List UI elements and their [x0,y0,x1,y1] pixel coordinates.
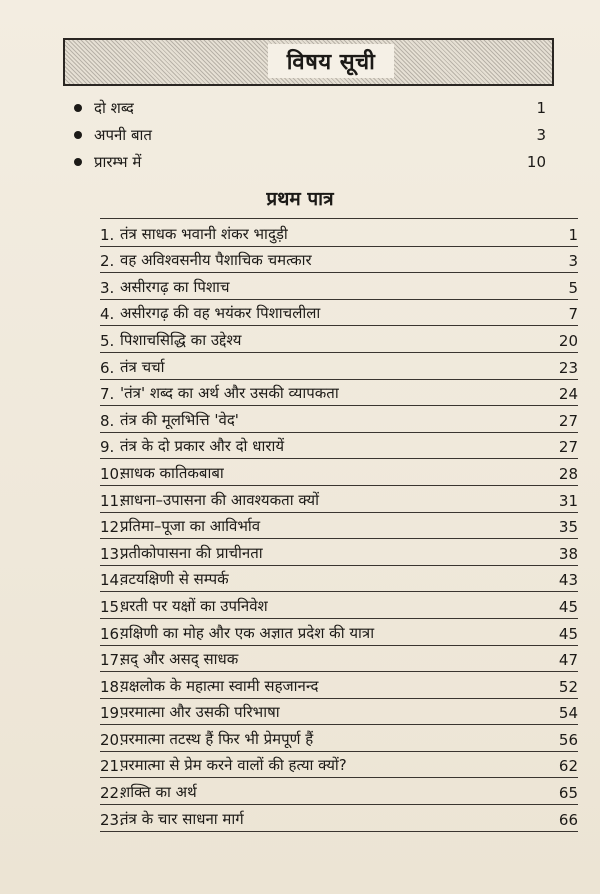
intro-item-label: अपनी बात [94,125,152,144]
title-box [63,38,554,86]
toc-page-number: 27 [558,411,578,430]
toc-number: 7. [100,385,115,404]
toc-entry-label: तंत्र के चार साधना मार्ग [120,809,244,828]
intro-item-label: दो शब्द [94,98,134,117]
toc-entry-label: सद् और असद् साधक [120,650,239,669]
toc-number: 15. [100,597,124,616]
toc-row [100,619,578,646]
toc-number: 4. [100,305,115,324]
toc-number: 12. [100,518,124,537]
toc-page-number: 66 [558,810,578,829]
toc-row [100,326,578,353]
section-title: प्रथम पात्र [266,188,334,210]
toc-entry-label: वह अविश्वसनीय पैशाचिक चमत्कार [120,251,312,270]
toc-page-number: 47 [558,651,578,670]
bullet-icon [74,131,82,139]
toc-row [100,486,578,513]
toc-entry-label: यक्षिणी का मोह और एक अज्ञात प्रदेश की यात्रा [120,623,375,642]
toc-row [100,300,578,327]
toc-entry-label: धरती पर यक्षों का उपनिवेश [120,596,268,615]
toc-entry-label: प्रतीकोपासना की प्राचीनता [120,543,263,562]
toc-number: 9. [100,438,115,457]
toc-number: 16. [100,624,124,643]
toc-row [100,752,578,779]
toc-entry-label: प्रतिमा–पूजा का आविर्भाव [120,517,261,536]
intro-item [74,123,564,146]
toc-row [100,699,578,726]
toc-page-number: 65 [558,784,578,803]
toc-row [100,592,578,619]
toc-row [100,805,578,832]
toc-row [100,433,578,460]
toc-row [100,406,578,433]
toc-entry-label: साधक कातिकबाबा [120,463,224,482]
toc-page-number: 3 [568,252,578,271]
toc-row [100,646,578,673]
toc-entry-label: तंत्र चर्चा [120,357,165,376]
toc-entry-label: साधना–उपासना की आवश्यकता क्यों [120,490,319,509]
bullet-icon [74,104,82,112]
toc-number: 17. [100,651,124,670]
toc-entry-label: तंत्र साधक भवानी शंकर भादुड़ी [120,224,288,243]
toc-row [100,672,578,699]
toc-page-number: 1 [568,225,578,244]
toc-page-number: 43 [558,571,578,590]
toc-page-number: 38 [558,544,578,563]
toc-page-number: 56 [558,730,578,749]
toc-number: 19. [100,704,124,723]
toc-row [100,778,578,805]
toc-top-rule [100,218,578,219]
toc-page-number: 45 [558,597,578,616]
toc-list [100,220,578,832]
toc-number: 3. [100,278,115,297]
toc-row [100,220,578,247]
toc-entry-label: शक्ति का अर्थ [120,783,197,802]
toc-page-number: 52 [558,677,578,696]
intro-item-page: 10 [526,152,546,171]
toc-number: 13. [100,544,124,563]
page-title: विषय सूची [268,44,394,78]
toc-number: 14. [100,571,124,590]
bullet-icon [74,158,82,166]
toc-page-number: 35 [558,518,578,537]
toc-row [100,380,578,407]
toc-entry-label: असीरगढ़ का पिशाच [120,277,230,296]
toc-row [100,273,578,300]
toc-number: 21. [100,757,124,776]
toc-number: 10. [100,464,124,483]
toc-number: 5. [100,331,115,350]
toc-row [100,566,578,593]
toc-page-number: 20 [558,331,578,350]
toc-number: 2. [100,252,115,271]
toc-page-number: 24 [558,385,578,404]
intro-item-page: 3 [536,125,546,144]
toc-entry-label: असीरगढ़ की वह भयंकर पिशाचलीला [120,304,321,323]
toc-row [100,513,578,540]
toc-entry-label: परमात्मा और उसकी परिभाषा [120,703,280,722]
intro-item [74,96,564,119]
toc-page-number: 7 [568,305,578,324]
toc-page-number: 62 [558,757,578,776]
toc-entry-label: तंत्र की मूलभित्ति 'वेद' [120,410,239,429]
toc-entry-label: यक्षलोक के महात्मा स्वामी सहजानन्द [120,676,319,695]
toc-row [100,459,578,486]
toc-row [100,725,578,752]
toc-entry-label: पिशाचसिद्धि का उद्देश्य [120,330,242,349]
toc-row [100,353,578,380]
toc-entry-label: 'तंत्र' शब्द का अर्थ और उसकी व्यापकता [120,384,339,403]
toc-page-number: 54 [558,704,578,723]
toc-page-number: 45 [558,624,578,643]
toc-page-number: 31 [558,491,578,510]
toc-number: 18. [100,677,124,696]
toc-entry-label: तंत्र के दो प्रकार और दो धारायें [120,437,285,456]
toc-page-number: 27 [558,438,578,457]
toc-entry-label: परमात्मा तटस्थ हैं फिर भी प्रेमपूर्ण हैं [120,729,314,748]
toc-page-number: 5 [568,278,578,297]
toc-number: 23. [100,810,124,829]
toc-number: 8. [100,411,115,430]
toc-number: 6. [100,358,115,377]
toc-number: 1. [100,225,115,244]
intro-item-page: 1 [536,98,546,117]
toc-entry-label: वटयक्षिणी से सम्पर्क [120,570,229,589]
toc-number: 22. [100,784,124,803]
toc-entry-label: परमात्मा से प्रेम करने वालों की हत्या क्यों? [120,756,347,775]
intro-item [74,150,564,173]
toc-row [100,247,578,274]
toc-number: 11. [100,491,124,510]
toc-page-number: 23 [558,358,578,377]
intro-list [74,96,564,177]
toc-row [100,539,578,566]
intro-item-label: प्रारम्भ में [94,152,142,171]
toc-page-number: 28 [558,464,578,483]
toc-number: 20. [100,730,124,749]
